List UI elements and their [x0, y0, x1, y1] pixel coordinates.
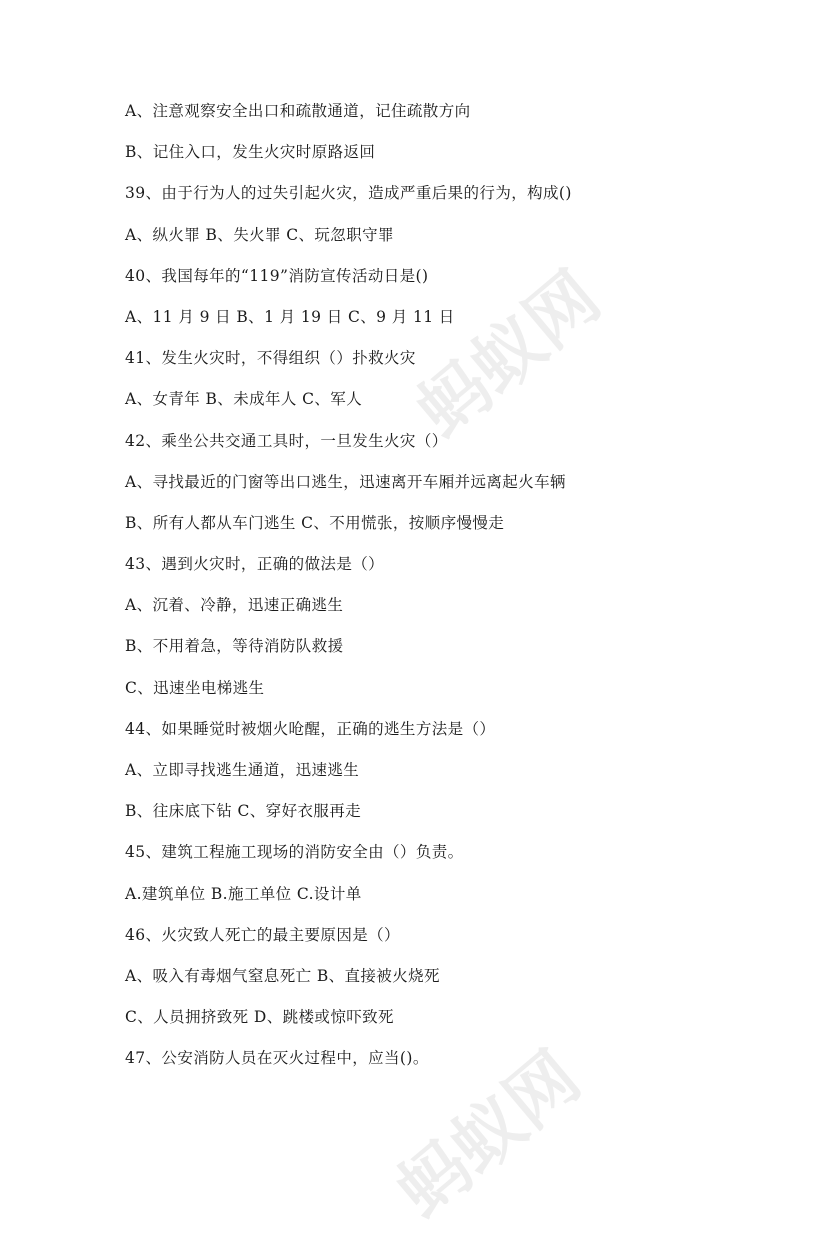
answer-option-line: A、女青年 B、未成年人 C、军人 — [125, 390, 363, 409]
answer-option-line: C、迅速坐电梯逃生 — [125, 678, 265, 697]
answer-option-line: A.建筑单位 B.施工单位 C.设计单 — [125, 884, 362, 903]
question-line: 44、如果睡觉时被烟火呛醒，正确的逃生方法是（） — [125, 719, 496, 738]
answer-option-line: A、寻找最近的门窗等出口逃生，迅速离开车厢并远离起火车辆 — [125, 472, 566, 491]
question-line: 40、我国每年的“119”消防宣传活动日是() — [125, 266, 429, 285]
answer-option-line: A、纵火罪 B、失火罪 C、玩忽职守罪 — [125, 225, 394, 244]
question-line: 42、乘坐公共交通工具时，一旦发生火灾（） — [125, 431, 448, 450]
answer-option-line: A、11 月 9 日 B、1 月 19 日 C、9 月 11 日 — [125, 307, 455, 326]
question-line: 41、发生火灾时，不得组织（）扑救火灾 — [125, 349, 416, 368]
question-line: 43、遇到火灾时，正确的做法是（） — [125, 555, 385, 574]
answer-option-line: A、沉着、冷静，迅速正确逃生 — [125, 596, 344, 615]
watermark: 蚂蚁网 — [381, 1035, 596, 1234]
answer-option-line: A、注意观察安全出口和疏散通道，记住疏散方向 — [125, 102, 471, 120]
watermark: 蚂蚁网 — [401, 255, 616, 454]
answer-option-line: B、所有人都从车门逃生 C、不用慌张，按顺序慢慢走 — [125, 513, 505, 532]
answer-option-line: B、往床底下钻 C、穿好衣服再走 — [125, 802, 362, 821]
answer-option-line: A、立即寻找逃生通道，迅速逃生 — [125, 761, 360, 779]
question-line: 47、公安消防人员在灭火过程中，应当()。 — [125, 1049, 429, 1068]
question-line: 46、火灾致人死亡的最主要原因是（） — [125, 925, 400, 944]
answer-option-line: A、吸入有毒烟气窒息死亡 B、直接被火烧死 — [125, 966, 440, 985]
document-body — [125, 100, 805, 1089]
question-line: 45、建筑工程施工现场的消防安全由（）负责。 — [125, 843, 464, 862]
answer-option-line: B、记住入口，发生火灾时原路返回 — [125, 143, 376, 162]
question-line: 39、由于行为人的过失引起火灾，造成严重后果的行为，构成() — [125, 184, 572, 203]
answer-option-line: B、不用着急，等待消防队救援 — [125, 637, 344, 656]
answer-option-line: C、人员拥挤致死 D、跳楼或惊吓致死 — [125, 1008, 394, 1027]
